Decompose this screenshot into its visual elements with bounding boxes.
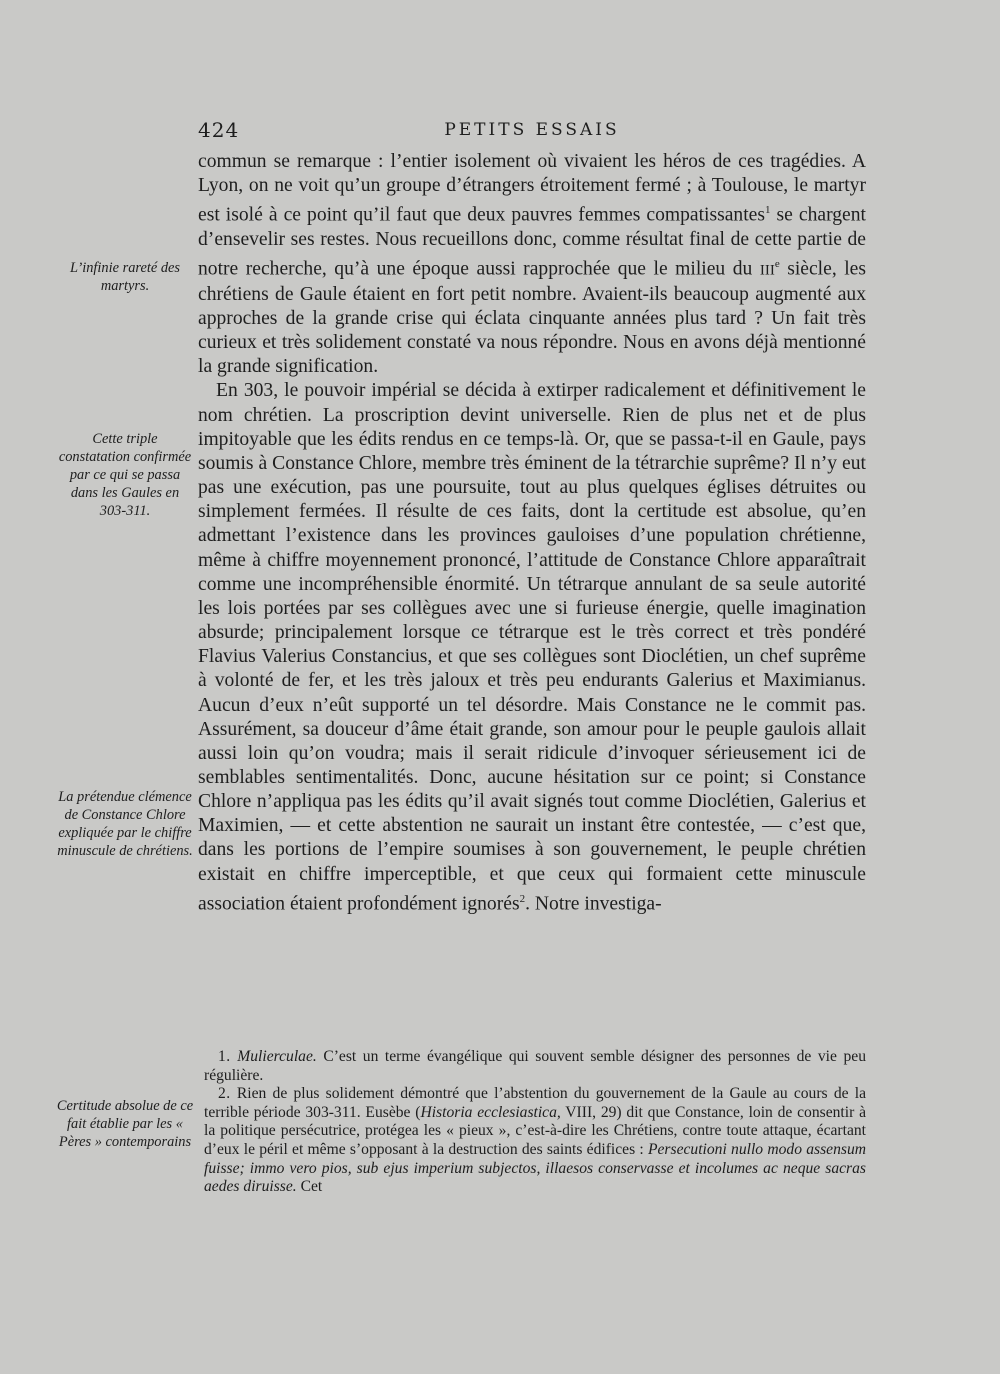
paragraph-2-text-b: . Notre investiga- bbox=[525, 893, 662, 915]
footnote-ref-1[interactable]: 1 bbox=[765, 204, 771, 217]
margin-note-certitude: Certitude absolue de ce fait établie par les « Pères » contemporains bbox=[56, 1098, 194, 1150]
footnote-1-number: 1. bbox=[218, 1048, 231, 1065]
footnote-ref-2[interactable]: 2 bbox=[519, 892, 526, 905]
paragraph-1-text-c: siècle, les chrétiens de Gaule étaient en fort petit nombre. Avaient-ils beaucoup augmenté aux approches de la grande crise qui éclata cinquante années plus tard ? Un fait très curieux et très solidement constaté va nous répondre. Nous en avons déjà mentionné la grande signification. bbox=[198, 258, 866, 378]
century-numeral: III bbox=[759, 262, 775, 279]
running-title: PETITS ESSAIS bbox=[444, 120, 620, 140]
footnote-2-latin-quote: Persecutioni nullo modo assensum fuisse; immo vero pios, sub ejus imperium subjectos, illaesos conservasse et incolumes ac neque sacras aedes diruisse. bbox=[204, 1140, 867, 1196]
footnote-2-number: 2. bbox=[218, 1085, 231, 1103]
margin-note-clemence: La prétendue clémence de Constance Chlore expliquée par le chiffre minuscule de chrétiens. bbox=[57, 789, 193, 859]
footnote-2 bbox=[204, 1085, 866, 1197]
footnote-2-text-b: VIII, 29) dit que Constance, loin de consentir à la politique persécutrice, protégea les « pieux », c’est-à-dire les Chrétiens, contre toute attaque, écartant d’eux le péril et même s’opposant à la destruction des saints édifices : bbox=[204, 1103, 867, 1158]
main-text bbox=[198, 150, 866, 916]
footnote-1 bbox=[204, 1048, 866, 1085]
page-header bbox=[198, 118, 866, 148]
paragraph-1 bbox=[198, 150, 866, 379]
paragraph-1-text-a: commun se remarque : l’entier isolement où vivaient les héros de ces tragédies. A Lyon, on ne voit qu’un groupe d’étrangers étroitement fermé ; à Toulouse, le martyr est isolé à ce point qu’il faut que deux pauvres femmes compatissantes bbox=[198, 151, 866, 226]
footnote-2-source-title: Historia ecclesiastica, bbox=[420, 1103, 561, 1121]
footnote-2-text-c: Cet bbox=[296, 1178, 323, 1196]
paragraph-2 bbox=[198, 379, 866, 916]
page-number: 424 bbox=[198, 118, 240, 142]
footnote-1-term: Mulierculae. bbox=[237, 1048, 317, 1065]
footnote-2-text-a: Rien de plus solidement démontré que l’abstention du gouvernement de la Gaule au cours de la terrible période 303-311. Eusèbe ( bbox=[204, 1085, 866, 1121]
footnote-1-text: C’est un terme évangélique qui souvent semble désigner des personnes de vie peu régulière. bbox=[204, 1048, 866, 1084]
paragraph-1-text-b: se chargent d’ensevelir ses restes. Nous recueillons donc, comme résultat final de cette partie de notre recherche, qu’à une époque aussi rapprochée que le milieu du bbox=[198, 204, 866, 280]
century-suffix: e bbox=[774, 258, 780, 271]
paragraph-2-text-a: En 303, le pouvoir impérial se décida à extirper radicalement et définitivement le nom chrétien. La proscription devint universelle. Rien de plus net et de plus impitoyable que les édits rendus en ce temps-là. Or, que se passa-t-il en Gaule, pays soumis à Constance Chlore, membre très éminent de la tétrarchie suprême? Il n’y eut pas une exécution, pas une poursuite, tout au plus quelques églises détruites ou simplement fermées. Il résulte de ces faits, dont la certitude est absolue, qu’en admettant l’existence dans les provinces gauloises d’une population chrétienne, même à chiffre moyennement prononcé, l’attitude de Constance Chlore apparaîtrait comme une incompréhensible énormité. Un tétrarque annulant de sa seule autorité les lois portées par ses collègues avec une si furieuse énergie, quelle imagination absurde; principalement lorsque ce tétrarque est le très correct et très pondéré Flavius Valerius Constancius, et que ses collègues sont Dioclétien, un chef suprême à volonté de fer, et les très jaloux et très peu endurants Galerius et Maximianus. Aucun d’eux n’eût supporté un tel désordre. Mais Constance ne le commit pas. Assurément, sa douceur d’âme était grande, son amour pour le peuple gaulois allait aussi loin qu’on voudra; mais il serait ridicule d’invoquer sérieusement ici de semblables sentimentalités. Donc, aucune hésitation sur ce point; si Constance Chlore n’appliqua pas les édits qu’il avait signés tout comme Dioclétien, Galerius et Maximien, — et cette abstention ne saurait un instant être contestée, — c’est que, dans les portions de l’empire soumises à son gouvernement, le peuple chrétien existait en chiffre imperceptible, et que ceux qui formaient cette minuscule association étaient profondément ignorés bbox=[198, 380, 866, 915]
margin-note-rarity: L’infinie rareté des martyrs. bbox=[69, 260, 181, 294]
margin-note-triple-constatation: Cette triple constatation confirmée par ce qui se passa dans les Gaules en 303-311. bbox=[58, 431, 192, 519]
footnotes bbox=[204, 1048, 866, 1197]
